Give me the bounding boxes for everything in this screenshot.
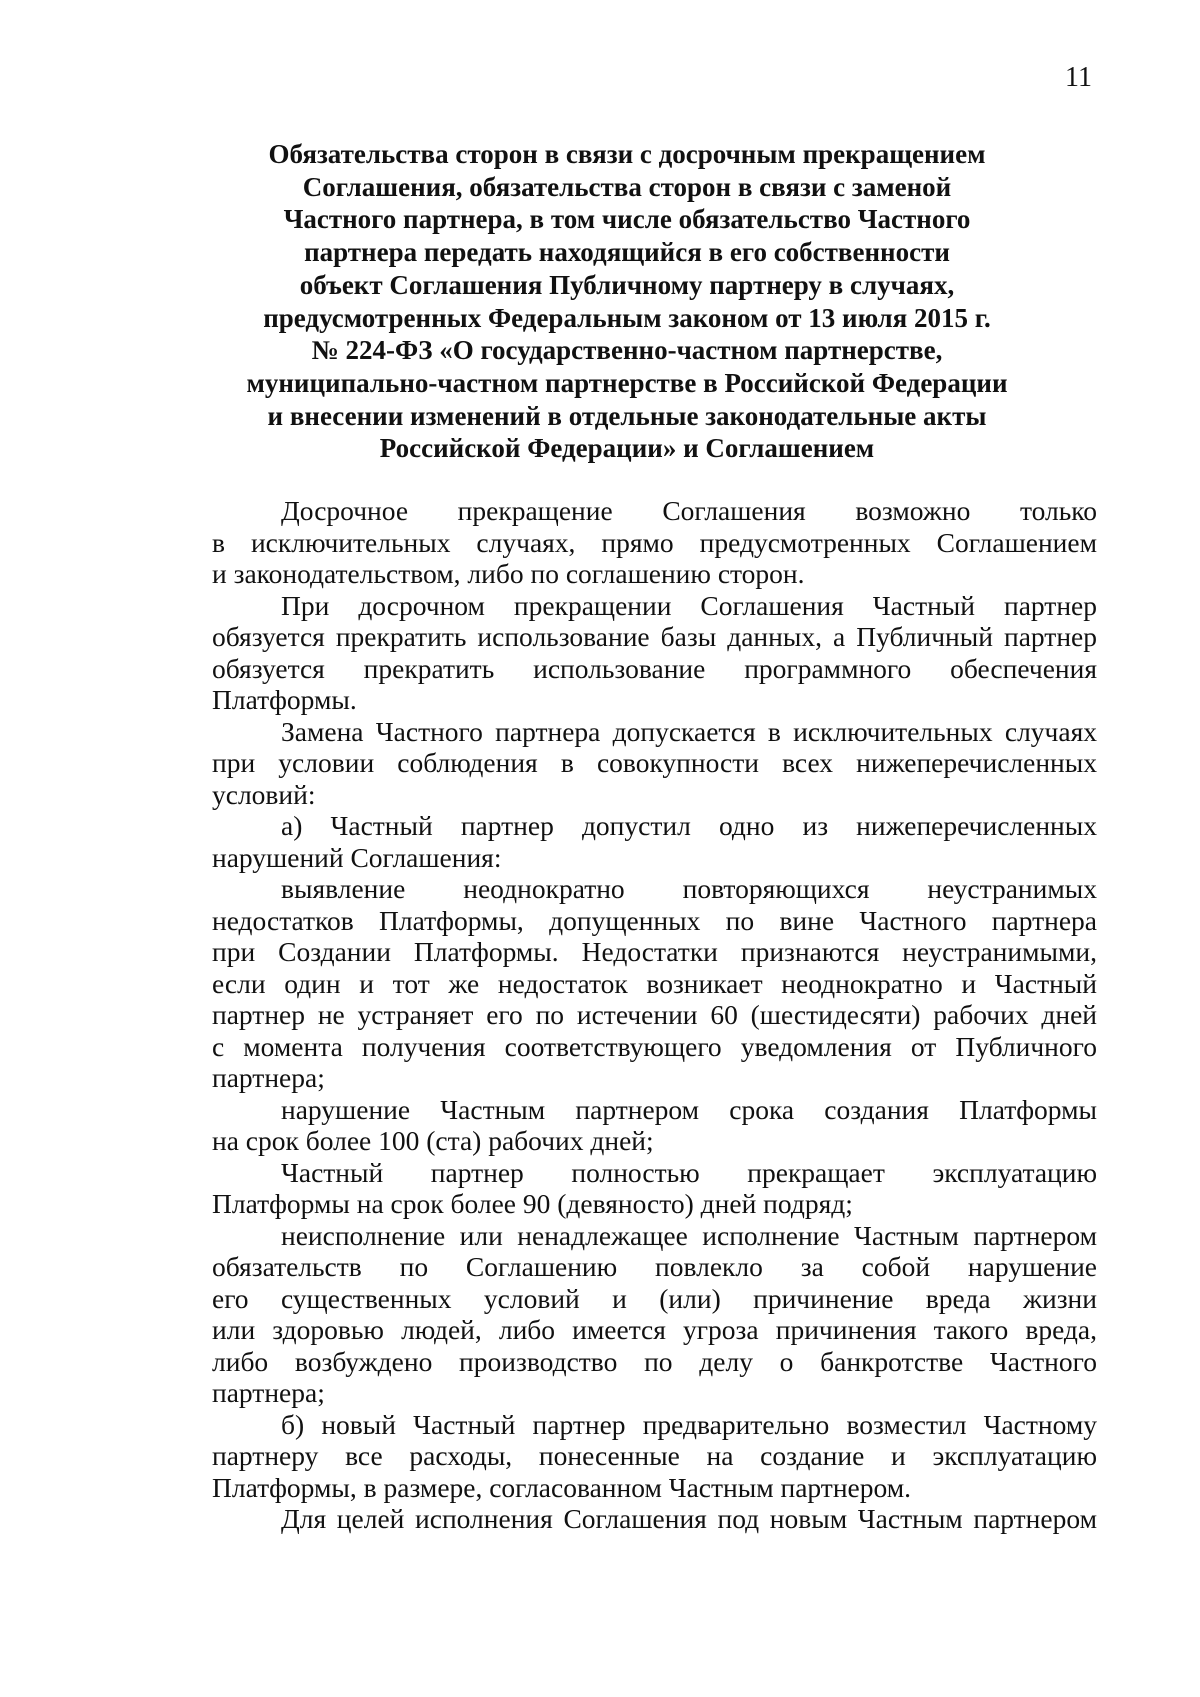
body-line: или здоровью людей, либо имеется угроза причинения такого вреда, [212,1314,1097,1345]
body-line: партнер не устраняет его по истечении 60 (шестидесяти) рабочих дней [212,999,1097,1030]
title-line: и внесении изменений в отдельные законодательные акты [267,400,987,431]
document-body [212,495,1097,1535]
body-line: обязуется прекратить использование базы данных, а Публичный партнер [212,621,1097,652]
body-line: и законодательством, либо по соглашению сторон. [212,558,805,589]
body-line: Досрочное прекращение Соглашения возможно только [281,495,1097,526]
body-line: Для целей исполнения Соглашения под новым Частным партнером [281,1503,1097,1534]
body-line: Платформы, в размере, согласованном Частным партнером. [212,1471,911,1503]
section-title [212,138,1042,465]
body-line: на срок более 100 (ста) рабочих дней; [212,1125,654,1156]
body-line: При досрочном прекращении Соглашения Частный партнер [281,589,1097,621]
title-line: Соглашения, обязательства сторон в связи с заменой [302,171,952,202]
body-line: партнера; [212,1377,325,1408]
body-line: нарушений Соглашения: [212,841,502,873]
title-line: Обязательства сторон в связи с досрочным прекращением [268,139,986,169]
body-line: партнера; [212,1062,325,1093]
body-line: Платформы. [212,684,357,715]
body-line: Частный партнер полностью прекращает эксплуатацию [281,1156,1097,1188]
body-line: Замена Частного партнера допускается в исключительных случаях [281,715,1097,747]
body-line: партнеру все расходы, понесенные на создание и эксплуатацию [212,1440,1097,1471]
body-line: с момента получения соответствующего уведомления от Публичного [212,1030,1097,1062]
body-line: при Создании Платформы. Недостатки признаются неустранимыми, [212,936,1097,967]
body-line: неисполнение или ненадлежащее исполнение Частным партнером [281,1219,1097,1251]
body-line: при условии соблюдения в совокупности всех нижеперечисленных [212,747,1097,778]
body-line: выявление неоднократно повторяющихся неустранимых [281,873,1097,904]
body-line: либо возбуждено производство по делу о банкротстве Частного [212,1345,1097,1377]
body-line: в исключительных случаях, прямо предусмотренных Соглашением [212,526,1097,558]
body-line: недостатков Платформы, допущенных по вине Частного партнера [212,904,1097,936]
body-line: обязательств по Соглашению повлекло за собой нарушение [212,1251,1097,1282]
title-line: предусмотренных Федеральным законом от 13 июля 2015 г. [263,302,991,333]
title-line: Частного партнера, в том числе обязательство Частного [283,204,971,235]
body-line: обязуется прекратить использование программного обеспечения [212,652,1097,684]
body-line: если один и тот же недостаток возникает неоднократно и Частный [212,967,1097,999]
title-line: партнера передать находящийся в его собственности [304,237,950,268]
body-line: Платформы на срок более 90 (девяносто) дней подряд; [212,1188,853,1219]
title-line: объект Соглашения Публичному партнеру в случаях, [299,269,955,300]
title-line: Российской Федерации» и Соглашением [379,433,875,464]
body-line: а) Частный партнер допустил одно из нижеперечисленных [281,810,1097,841]
body-line: нарушение Частным партнером срока создания Платформы [281,1093,1097,1125]
body-line: условий: [212,778,316,810]
title-line: № 224-ФЗ «О государственно-частном партнерстве, [311,335,943,366]
title-line: муниципально-частном партнерстве в Российской Федерации [246,367,1008,398]
page-number: 11 [1065,62,1092,93]
body-line: его существенных условий и (или) причинение вреда жизни [212,1282,1097,1314]
body-line: б) новый Частный партнер предварительно возместил Частному [281,1408,1097,1440]
